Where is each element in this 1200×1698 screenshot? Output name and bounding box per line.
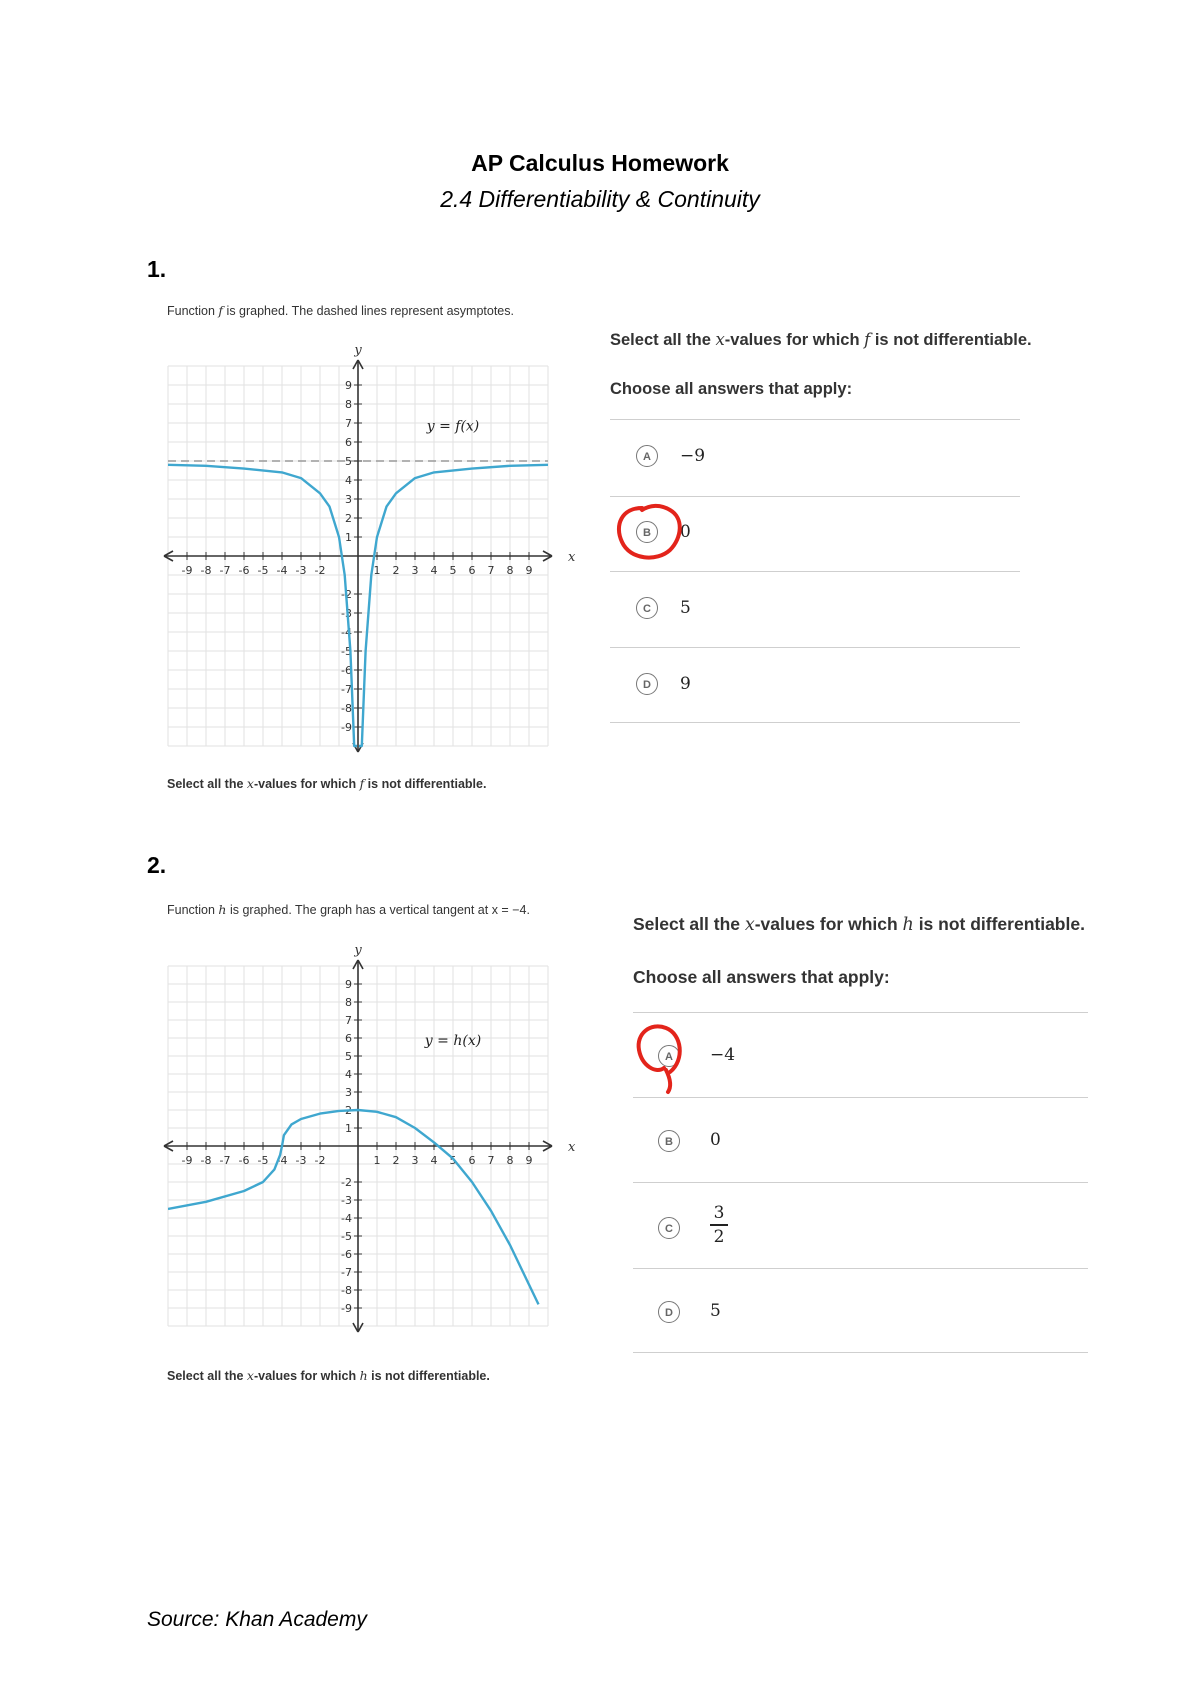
x-tick-label: 6 bbox=[468, 1154, 476, 1167]
prompt-var: x bbox=[744, 915, 755, 935]
prompt-fn: f bbox=[864, 330, 871, 349]
x-tick-label: 4 bbox=[430, 564, 438, 577]
choice-value: −4 bbox=[710, 1045, 736, 1065]
y-tick-label: 2 bbox=[345, 512, 352, 525]
choice-badge: A bbox=[658, 1045, 680, 1067]
choice-fraction bbox=[710, 1203, 728, 1247]
footer-fn: h bbox=[359, 1368, 368, 1383]
x-tick-label: 6 bbox=[468, 564, 476, 577]
x-axis-label: x bbox=[568, 1140, 576, 1155]
x-tick-label: -8 bbox=[200, 564, 212, 577]
choice-badge: A bbox=[636, 445, 658, 467]
footer-fn: f bbox=[359, 776, 365, 791]
x-tick-label: 9 bbox=[525, 1154, 533, 1167]
choice-value: 0 bbox=[680, 522, 691, 542]
divider bbox=[610, 571, 1020, 572]
choice-badge: B bbox=[636, 521, 658, 543]
problem-1-choose-label: Choose all answers that apply: bbox=[610, 380, 853, 398]
choice-value: 5 bbox=[680, 598, 691, 618]
x-tick-label: -5 bbox=[257, 564, 269, 577]
y-tick-label: -4 bbox=[341, 1212, 352, 1225]
problem-2-number: 2. bbox=[147, 852, 167, 878]
x-tick-label: -7 bbox=[219, 564, 231, 577]
choice-badge: B bbox=[658, 1130, 680, 1152]
problem-1-choice-d[interactable] bbox=[610, 660, 1020, 720]
x-tick-label: 7 bbox=[487, 564, 495, 577]
problem-2-graph-footer bbox=[167, 1368, 490, 1383]
y-tick-label: -5 bbox=[341, 1230, 352, 1243]
y-tick-label: 4 bbox=[345, 1068, 352, 1081]
y-tick-label: 5 bbox=[345, 1050, 352, 1063]
y-tick-label: -8 bbox=[341, 1284, 352, 1297]
y-tick-label: -3 bbox=[341, 1194, 352, 1207]
footer-var: x bbox=[246, 776, 254, 791]
prompt-text: is not differentiable. bbox=[870, 331, 1032, 349]
prompt-text: -values for which bbox=[724, 331, 865, 349]
problem-1-number: 1. bbox=[147, 256, 167, 282]
footer-var: x bbox=[246, 1368, 254, 1383]
x-tick-label: 9 bbox=[525, 564, 533, 577]
divider bbox=[610, 647, 1020, 648]
caption-text: is graphed. The graph has a vertical tangent at x = −4. bbox=[226, 903, 530, 917]
y-tick-label: -3 bbox=[341, 607, 352, 620]
y-tick-label: 3 bbox=[345, 493, 352, 506]
divider bbox=[633, 1268, 1088, 1269]
y-tick-label: 1 bbox=[345, 1122, 352, 1135]
caption-text: Function bbox=[167, 304, 219, 318]
y-tick-label: -4 bbox=[341, 626, 352, 639]
prompt-fn: h bbox=[902, 915, 914, 935]
divider bbox=[610, 496, 1020, 497]
source-note bbox=[147, 1608, 367, 1632]
fraction-denominator: 2 bbox=[713, 1226, 725, 1247]
y-axis-label: y bbox=[354, 343, 362, 358]
x-tick-label: -8 bbox=[200, 1154, 212, 1167]
y-tick-label: 1 bbox=[345, 531, 352, 544]
x-tick-label: 3 bbox=[411, 1154, 419, 1167]
x-tick-label: 8 bbox=[506, 1154, 514, 1167]
y-tick-label: 5 bbox=[345, 455, 352, 468]
divider bbox=[633, 1352, 1088, 1353]
footer-text: is not differentiable. bbox=[364, 777, 487, 791]
caption-var: f bbox=[218, 303, 224, 318]
y-tick-label: -6 bbox=[341, 1248, 352, 1261]
y-tick-label: 3 bbox=[345, 1086, 352, 1099]
footer-text: -values for which bbox=[253, 777, 360, 791]
problem-1-caption bbox=[167, 303, 514, 318]
choice-value: −9 bbox=[680, 446, 706, 466]
choice-badge: C bbox=[636, 597, 658, 619]
y-tick-label: -2 bbox=[341, 1176, 352, 1189]
function-label: y = f(x) bbox=[426, 418, 480, 435]
divider bbox=[633, 1012, 1088, 1013]
x-tick-label: -3 bbox=[295, 1154, 307, 1167]
caption-text: Function bbox=[167, 903, 219, 917]
y-tick-label: 2 bbox=[345, 1104, 352, 1117]
divider bbox=[610, 722, 1020, 723]
x-tick-label: -6 bbox=[238, 1154, 250, 1167]
choice-badge: D bbox=[658, 1301, 680, 1323]
x-tick-label: -2 bbox=[314, 564, 326, 577]
problem-1-prompt bbox=[610, 330, 1032, 350]
x-tick-label: 3 bbox=[411, 564, 419, 577]
source-text: Source: Khan Academy bbox=[147, 1608, 367, 1631]
x-tick-label: 2 bbox=[392, 1154, 400, 1167]
y-tick-label: 7 bbox=[345, 417, 352, 430]
problem-2-graph bbox=[150, 940, 576, 1340]
y-tick-label: -7 bbox=[341, 683, 352, 696]
problem-1-graph-footer bbox=[167, 776, 486, 791]
x-tick-label: -9 bbox=[181, 1154, 193, 1167]
divider bbox=[633, 1182, 1088, 1183]
y-tick-label: 6 bbox=[345, 436, 352, 449]
answer-mark-circle bbox=[612, 500, 702, 570]
footer-text: Select all the bbox=[167, 1369, 247, 1383]
x-tick-label: -3 bbox=[295, 564, 307, 577]
y-tick-label: -6 bbox=[341, 664, 352, 677]
prompt-text: Select all the bbox=[633, 914, 745, 934]
fraction-numerator: 3 bbox=[713, 1203, 725, 1223]
x-tick-label: 7 bbox=[487, 1154, 495, 1167]
x-tick-label: 1 bbox=[373, 564, 381, 577]
x-tick-label: 1 bbox=[373, 1154, 381, 1167]
y-tick-label: -9 bbox=[341, 721, 352, 734]
choice-badge: D bbox=[636, 673, 658, 695]
choice-value: 0 bbox=[710, 1130, 721, 1150]
choice-value: 5 bbox=[710, 1301, 721, 1321]
problem-2-choose-label: Choose all answers that apply: bbox=[633, 967, 890, 987]
answer-mark-circle bbox=[630, 1020, 710, 1100]
prompt-text: -values for which bbox=[754, 914, 903, 934]
y-tick-label: 8 bbox=[345, 996, 352, 1009]
x-tick-label: -4 bbox=[276, 1154, 288, 1167]
prompt-text: is not differentiable. bbox=[913, 914, 1085, 934]
footer-text: Select all the bbox=[167, 777, 247, 791]
y-tick-label: 8 bbox=[345, 398, 352, 411]
x-tick-label: 8 bbox=[506, 564, 514, 577]
problem-2-choice-b[interactable] bbox=[633, 1110, 1088, 1176]
page-subtitle: 2.4 Differentiability & Continuity bbox=[440, 186, 760, 212]
y-tick-label: 7 bbox=[345, 1014, 352, 1027]
prompt-var: x bbox=[715, 330, 725, 349]
function-label: y = h(x) bbox=[424, 1033, 482, 1050]
divider bbox=[610, 419, 1020, 420]
x-tick-label: -5 bbox=[257, 1154, 269, 1167]
y-tick-label: 9 bbox=[345, 379, 352, 392]
choice-badge: C bbox=[658, 1217, 680, 1239]
fraction-bar bbox=[710, 1224, 728, 1226]
x-tick-label: -6 bbox=[238, 564, 250, 577]
x-tick-label: -7 bbox=[219, 1154, 231, 1167]
problem-1-choice-a[interactable] bbox=[610, 432, 1020, 492]
choice-value: 9 bbox=[680, 674, 691, 694]
problem-2-prompt bbox=[633, 914, 1085, 935]
footer-text: is not differentiable. bbox=[367, 1369, 490, 1383]
y-axis-label: y bbox=[354, 943, 362, 958]
y-tick-label: 9 bbox=[345, 978, 352, 991]
y-tick-label: -8 bbox=[341, 702, 352, 715]
y-tick-label: 4 bbox=[345, 474, 352, 487]
x-tick-label: -4 bbox=[276, 564, 288, 577]
footer-text: -values for which bbox=[253, 1369, 360, 1383]
prompt-text: Select all the bbox=[610, 331, 716, 349]
y-tick-label: -5 bbox=[341, 645, 352, 658]
x-tick-label: 4 bbox=[430, 1154, 438, 1167]
x-axis-label: x bbox=[568, 550, 576, 565]
page-title: AP Calculus Homework bbox=[471, 150, 729, 176]
problem-2-caption bbox=[167, 902, 530, 917]
y-tick-label: 6 bbox=[345, 1032, 352, 1045]
x-tick-label: 2 bbox=[392, 564, 400, 577]
problem-1-graph bbox=[150, 340, 576, 750]
caption-text: is graphed. The dashed lines represent asymptotes. bbox=[223, 304, 514, 318]
x-tick-label: -9 bbox=[181, 564, 193, 577]
y-tick-label: -2 bbox=[341, 588, 352, 601]
problem-2-choice-c[interactable] bbox=[633, 1195, 1088, 1265]
caption-var: h bbox=[218, 902, 227, 917]
y-tick-label: -9 bbox=[341, 1302, 352, 1315]
function-curve bbox=[168, 1110, 539, 1304]
x-tick-label: 5 bbox=[449, 564, 457, 577]
x-tick-label: -2 bbox=[314, 1154, 326, 1167]
problem-1-choice-c[interactable] bbox=[610, 584, 1020, 644]
y-tick-label: -7 bbox=[341, 1266, 352, 1279]
problem-2-choice-d[interactable] bbox=[633, 1281, 1088, 1347]
x-tick-label: 5 bbox=[449, 1154, 457, 1167]
